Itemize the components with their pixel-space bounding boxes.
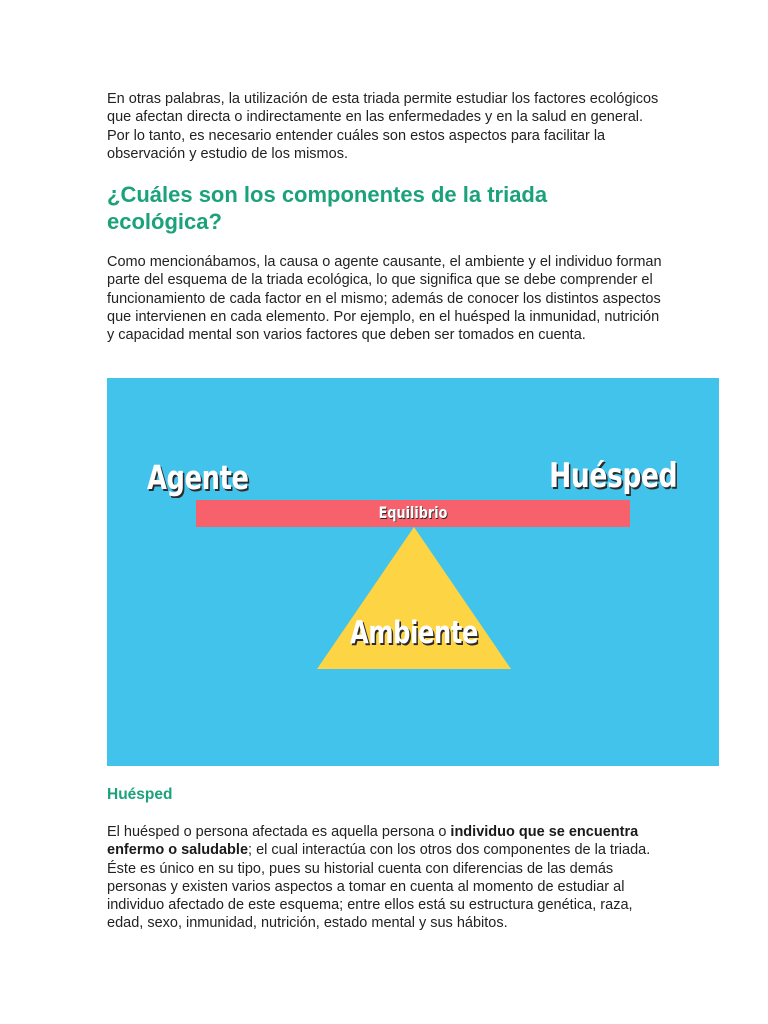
agent-label: Agente — [147, 458, 249, 497]
host-text-start: El huésped o persona afectada es aquella persona o — [107, 824, 451, 840]
host-label: Huésped — [548, 456, 677, 496]
host-paragraph — [107, 823, 662, 933]
host-text-end: ; el cual interactúa con los otros dos componentes de la triada. Éste es único en su tipo, pues su historial cuenta con diferencias de las demás personas y existen varios aspectos a tomar en cuenta al momento de estudiar al individuo afectado de este esquema; entre ellos está su estructura genética, raza, edad, sexo, inmunidad, nutrición, estado mental y sus hábitos. — [107, 842, 651, 932]
balance-label: Equilibrio — [378, 503, 448, 522]
ecological-triad-diagram — [107, 378, 719, 766]
environment-label: Ambiente — [350, 615, 478, 651]
host-heading: Huésped — [107, 786, 173, 803]
balance-beam — [196, 500, 630, 527]
section-heading: ¿Cuáles son los componentes de la triada ecológica? — [107, 182, 548, 234]
host-text-bold: individuo que se encuentra enfermo o saludable — [107, 824, 639, 859]
intro-paragraph: En otras palabras, la utilización de esta triada permite estudiar los factores ecológicos que afectan directa o indirectamente en las enfermedades y en la salud en general. Por lo tanto, es necesario entender cuáles son estos aspectos para facilitar la observación y estudio de los mismos. — [107, 91, 659, 162]
components-paragraph: Como mencionábamos, la causa o agente causante, el ambiente y el individuo forman parte del esquema de la triada ecológica, lo que significa que se debe comprender el funcionamiento de cada factor en el mismo; además de conocer los distintos aspectos que intervienen en cada elemento. Por ejemplo, en el huésped la inmunidad, nutrición y capacidad mental son varios factores que deben ser tomados en cuenta. — [107, 254, 662, 344]
